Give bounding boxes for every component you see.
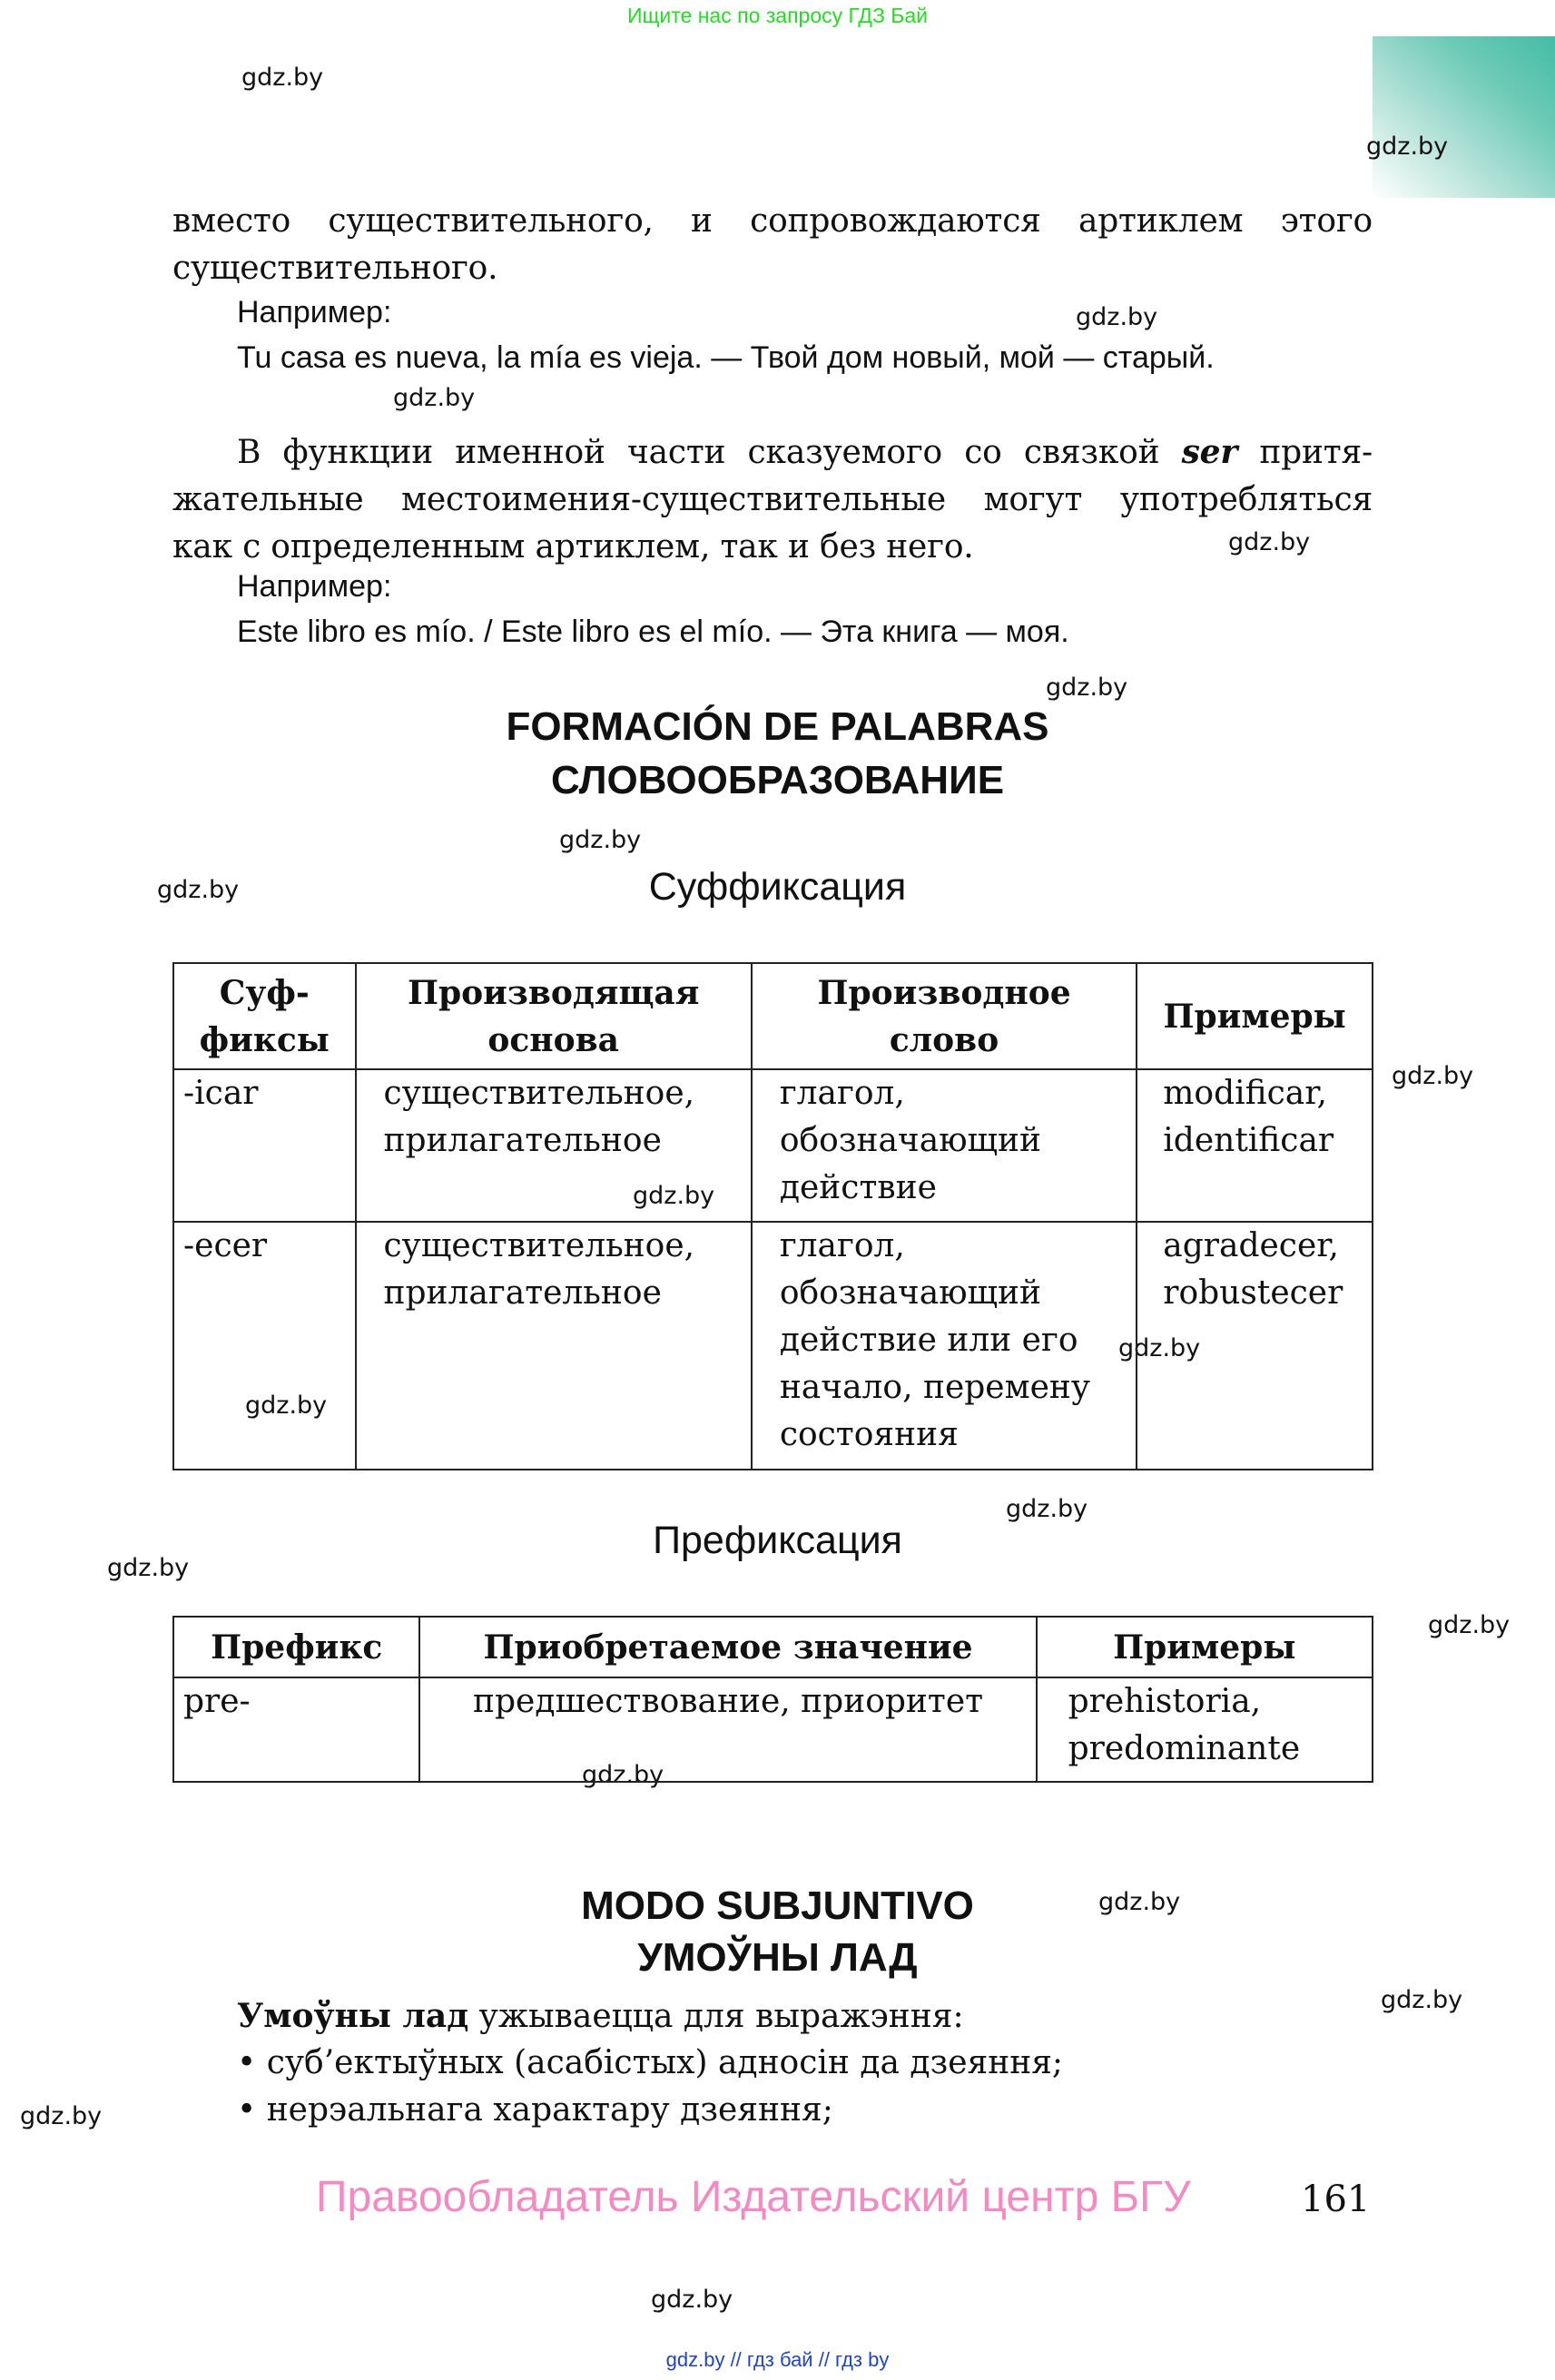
suffix-table <box>172 962 1373 1470</box>
bullet-item: • нерэальнага характару дзеяння; <box>237 2091 833 2129</box>
suffix-cell: -ecer <box>173 1222 356 1470</box>
header-suffixes: Суф- фиксы <box>173 963 356 1069</box>
bullet-icon: • <box>237 2091 267 2129</box>
watermark: gdz.by <box>1006 1495 1088 1523</box>
meaning-cell: предшествование, приоритет <box>419 1677 1036 1782</box>
subjunctive-intro: Умоўны лад ужываецца для выражэння: <box>237 1997 964 2035</box>
header-examples: Примеры <box>1137 963 1373 1069</box>
page-number: 161 <box>1301 2178 1371 2220</box>
ser-line-1: В функции именной части сказуемого со связкой ser притя- <box>237 433 1373 471</box>
watermark: gdz.by <box>651 2286 733 2314</box>
prefix-cell: pre- <box>173 1677 419 1782</box>
ser-line-2: жательные местоимения-существительные могут употребляться <box>172 481 1373 518</box>
intro-line-2: существительного. <box>172 250 498 287</box>
table-row <box>173 1677 1373 1782</box>
watermark: gdz.by <box>393 384 476 412</box>
subjunctive-term: Умоўны лад <box>237 1997 469 2035</box>
examples-cell: agradecer, robustecer <box>1137 1222 1373 1470</box>
suffix-cell: -icar <box>173 1069 356 1222</box>
prefix-table-header <box>173 1617 1373 1677</box>
watermark: gdz.by <box>633 1182 715 1210</box>
copyright-notice: Правообладатель Издательский центр БГУ <box>316 2173 1191 2221</box>
watermark: gdz.by <box>1428 1611 1511 1639</box>
watermark: gdz.by <box>1366 133 1449 161</box>
watermark: gdz.by <box>20 2102 103 2130</box>
header-examples: Примеры <box>1037 1617 1373 1677</box>
watermark: gdz.by <box>582 1761 664 1789</box>
corner-decoration <box>1373 36 1555 198</box>
prefixation-title: Префиксация <box>653 1519 902 1562</box>
top-banner[interactable]: Ищите нас по запросу ГДЗ Бай <box>626 4 929 27</box>
suffix-table-header <box>173 963 1373 1069</box>
bullet-icon: • <box>237 2044 267 2081</box>
header-meaning: Приобретаемое значение <box>419 1617 1036 1677</box>
example-text-1: Tu casa es nueva, la mía es vieja. — Твой дом новый, мой — старый. <box>237 340 1215 375</box>
ser-paragraph <box>172 428 1373 571</box>
example-text-2: Este libro es mío. / Este libro es el mío. — Эта книга — моя. <box>237 615 1069 649</box>
subjunctive-title-es: MODO SUBJUNTIVO <box>581 1883 974 1928</box>
watermark: gdz.by <box>1381 1986 1463 2014</box>
header-derived: Производное слово <box>752 963 1137 1069</box>
prefix-table <box>172 1616 1373 1783</box>
watermark: gdz.by <box>1228 528 1311 556</box>
table-row <box>173 1069 1373 1222</box>
ser-emphasis: ser <box>1181 433 1238 471</box>
examples-cell: modificar, identificar <box>1137 1069 1373 1222</box>
examples-cell: prehistoria, predominante <box>1037 1677 1373 1782</box>
intro-paragraph <box>172 198 1373 292</box>
bullet-item: • суб’ектыўных (асабістых) адносін да дзеяння; <box>237 2044 1064 2081</box>
example-label-2: Например: <box>237 569 392 604</box>
watermark: gdz.by <box>107 1554 190 1582</box>
base-cell: существительное, прилагательное <box>356 1222 752 1470</box>
footer-links[interactable]: gdz.by // гдз бай // гдз by <box>665 2348 890 2371</box>
watermark: gdz.by <box>1118 1334 1201 1362</box>
watermark: gdz.by <box>245 1392 328 1420</box>
base-cell: существительное, прилагательное <box>356 1069 752 1222</box>
derived-cell: глагол, обозначающий действие или его начало, перемену состояния <box>752 1222 1137 1470</box>
example-label-1: Например: <box>237 295 392 329</box>
header-prefix: Префикс <box>173 1617 419 1677</box>
watermark: gdz.by <box>1046 674 1128 702</box>
derived-cell: глагол, обозначающий действие <box>752 1069 1137 1222</box>
watermark: gdz.by <box>559 826 642 854</box>
watermark: gdz.by <box>1098 1888 1181 1916</box>
subjunctive-title-be: УМОЎНЫ ЛАД <box>637 1935 918 1980</box>
section-title-es: FORMACIÓN DE PALABRAS <box>506 704 1049 749</box>
ser-line-3: как с определенным артиклем, так и без него. <box>172 528 974 565</box>
table-row <box>173 1222 1373 1470</box>
intro-line-1: вместо существительного, и сопровождаются артиклем этого <box>172 202 1373 240</box>
watermark: gdz.by <box>1076 303 1158 331</box>
header-base: Производящая основа <box>356 963 752 1069</box>
watermark: gdz.by <box>157 876 240 904</box>
suffixation-title: Суффиксация <box>648 865 907 909</box>
watermark: gdz.by <box>241 64 324 92</box>
watermark: gdz.by <box>1392 1062 1474 1090</box>
section-title-ru: СЛОВООБРАЗОВАНИЕ <box>550 758 1005 802</box>
